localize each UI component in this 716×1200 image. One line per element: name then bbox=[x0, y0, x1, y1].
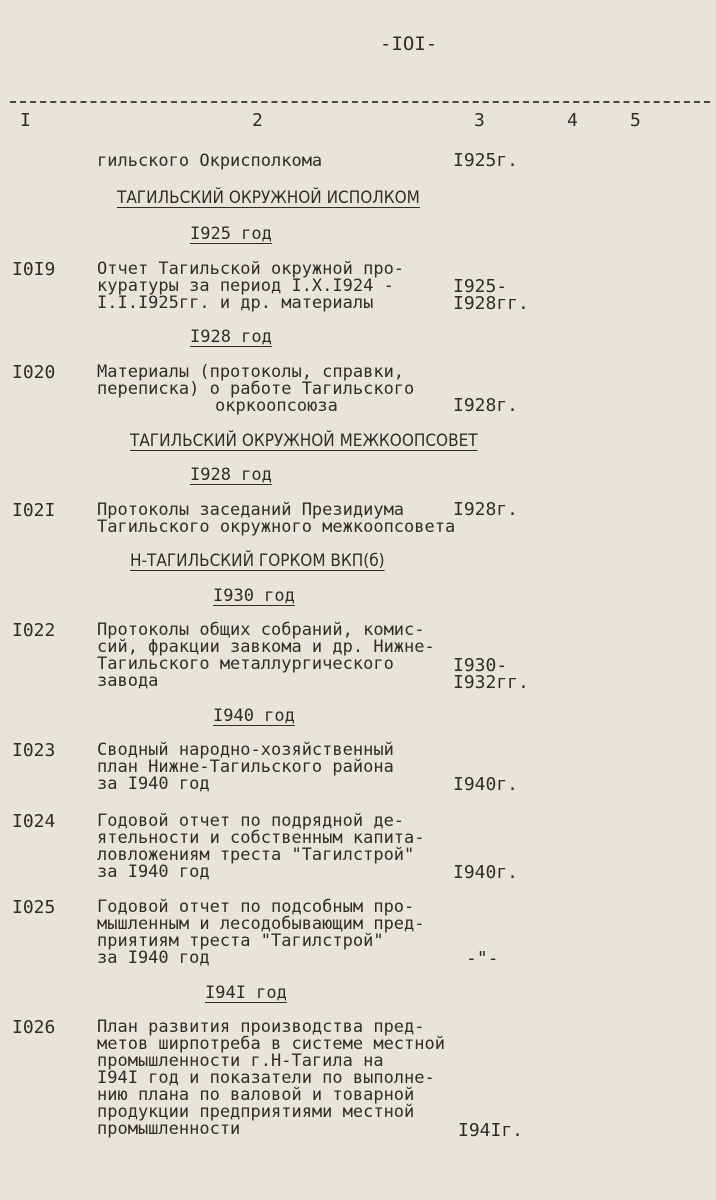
entry-number: I025 bbox=[12, 897, 56, 918]
column-header-1: I bbox=[20, 110, 31, 131]
year-heading-1941: I94I год bbox=[205, 983, 287, 1003]
column-header-3: 3 bbox=[474, 110, 485, 131]
entry-date: I930- I932гг. bbox=[453, 655, 529, 693]
entry-description: Годовой отчет по подсобным про- мышленным и лесодобывающим пред- приятиям треста "Тагилстрой" за I940 год bbox=[97, 897, 425, 968]
year-heading-1928: I928 год bbox=[190, 465, 272, 485]
entry-description: Протоколы общих собраний, комис- сий, фракции завкома и др. Нижне- Тагильского металлургического завода bbox=[97, 620, 435, 691]
entry-date: I928г. bbox=[453, 499, 519, 520]
entry-number: I026 bbox=[12, 1017, 56, 1038]
continuation-date: I925г. bbox=[453, 150, 519, 171]
entry-description: Годовой отчет по подрядной де- ятельности и собственным капита- ловложениям треста "Тагилстрой" за I940 год bbox=[97, 811, 425, 882]
column-header-5: 5 bbox=[630, 110, 641, 131]
year-heading-1928: I928 год bbox=[190, 327, 272, 347]
year-heading-1930: I930 год bbox=[213, 586, 295, 606]
entry-description: Сводный народно-хозяйственный план Нижне-Тагильского района за I940 год bbox=[97, 740, 394, 794]
entry-description: План развития производства пред- метов ширпотреба в системе местной промышленности г.Н-Тагила на I94I год и показатели по выполне- нию плана по валовой и товарной продукции предприятиями местной промышленности bbox=[97, 1017, 445, 1139]
entry-date: -"- bbox=[466, 948, 499, 969]
entry-number: I022 bbox=[12, 620, 56, 641]
section-heading-gorkom: Н-ТАГИЛЬСКИЙ ГОРКОМ ВКП(б) bbox=[130, 551, 385, 571]
entry-date: I928г. bbox=[453, 395, 519, 416]
entry-number: I020 bbox=[12, 362, 56, 383]
entry-date: I940г. bbox=[453, 774, 519, 795]
header-rule bbox=[10, 101, 710, 103]
entry-number: I0I9 bbox=[12, 259, 56, 280]
entry-date: I925- I928гг. bbox=[453, 276, 529, 314]
column-header-4: 4 bbox=[567, 110, 578, 131]
page-number: -IOI- bbox=[380, 33, 438, 55]
entry-number: I024 bbox=[12, 811, 56, 832]
entry-description: Протоколы заседаний Президиума Тагильского окружного межкоопсовета bbox=[97, 500, 456, 537]
continuation-description: гильского Окрисполкома bbox=[97, 151, 323, 171]
entry-number: I02I bbox=[12, 500, 56, 521]
entry-description: Отчет Тагильской окружной про- куратуры за период I.X.I924 - I.I.I925гг. и др. материалы bbox=[97, 259, 405, 313]
entry-date: I94Iг. bbox=[458, 1120, 524, 1141]
section-heading-mezhkoopsovet: ТАГИЛЬСКИЙ ОКРУЖНОЙ МЕЖКООПСОВЕТ bbox=[130, 431, 478, 451]
entry-number: I023 bbox=[12, 740, 56, 761]
year-heading-1925: I925 год bbox=[190, 224, 272, 244]
entry-date: I940г. bbox=[453, 862, 519, 883]
column-header-2: 2 bbox=[252, 110, 263, 131]
section-heading-okrispolkom: ТАГИЛЬСКИЙ ОКРУЖНОЙ ИСПОЛКОМ bbox=[117, 188, 420, 208]
entry-description: Материалы (протоколы, справки, переписка) о работе Тагильского окркоопсоюза bbox=[97, 362, 415, 416]
year-heading-1940: I940 год bbox=[213, 706, 295, 726]
